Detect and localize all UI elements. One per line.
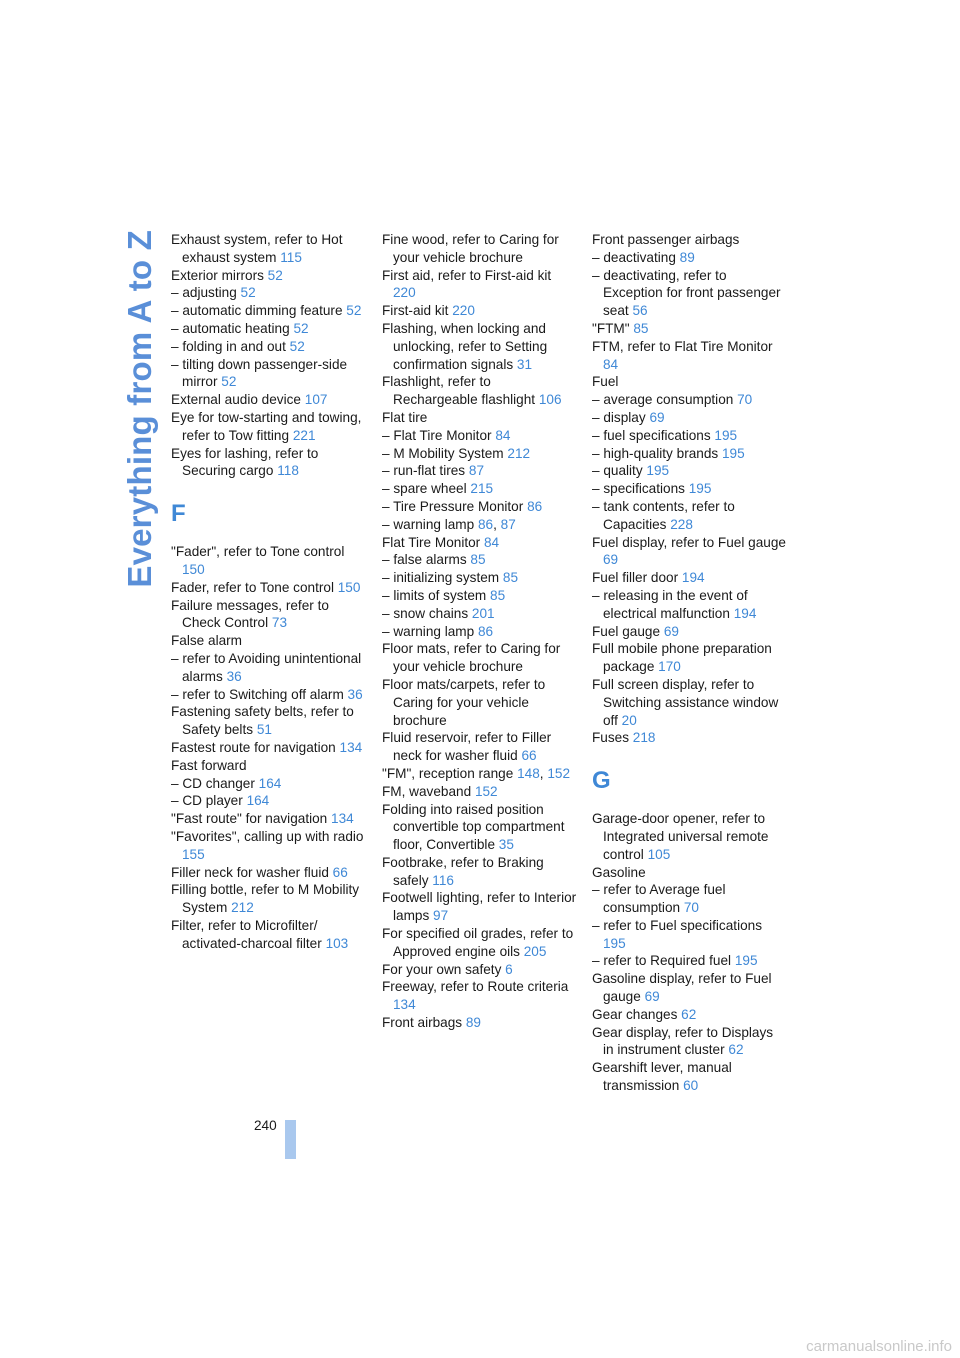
index-entry-text: Flat tire xyxy=(382,409,428,425)
index-entry xyxy=(592,534,787,570)
page-reference-link[interactable]: 56 xyxy=(632,303,648,319)
index-entry-text: – folding in and out xyxy=(171,338,290,354)
page-reference-link[interactable]: 69 xyxy=(644,989,660,1005)
index-entry xyxy=(382,320,577,373)
page-reference-link[interactable]: 69 xyxy=(649,409,665,425)
index-entry xyxy=(592,952,787,970)
index-entry xyxy=(171,650,366,686)
index-entry xyxy=(592,881,787,917)
index-entry xyxy=(171,881,366,917)
index-entry-text: – warning lamp xyxy=(382,623,478,639)
page-reference-link[interactable]: 87 xyxy=(500,516,516,532)
index-entry xyxy=(382,729,577,765)
index-entry-text: Front passenger airbags xyxy=(592,232,740,247)
index-entry-text: "Fast route" for navigation xyxy=(171,811,332,827)
index-entry-text: Freeway, refer to Route criteria xyxy=(382,979,569,995)
index-entry-text: "FM", reception range xyxy=(382,765,518,781)
page-reference-link[interactable]: 212 xyxy=(507,445,531,461)
page-reference-link[interactable]: 107 xyxy=(304,392,328,408)
page-reference-link[interactable]: 62 xyxy=(728,1042,744,1058)
index-entry-text: Flat Tire Monitor xyxy=(382,534,484,550)
page-reference-link[interactable]: 164 xyxy=(258,775,282,791)
index-entry-text: Fluid reservoir, refer to Filler neck for washer fluid xyxy=(382,730,552,764)
page-reference-link[interactable]: 215 xyxy=(470,481,494,497)
index-entry-text: – refer to Average fuel consumption xyxy=(592,882,726,916)
page-reference-link[interactable]: 70 xyxy=(683,900,699,916)
page-reference-link[interactable]: 148 xyxy=(517,765,540,781)
index-entry-text: "Fader", refer to Tone control xyxy=(171,544,345,560)
index-entry xyxy=(382,534,577,552)
index-entry-text: Gasoline xyxy=(592,864,646,880)
index-entry-text: Folding into raised position convertible top compartment floor, Convertible xyxy=(382,801,565,853)
page-number: 240 xyxy=(254,1118,277,1133)
page-reference-link[interactable]: 84 xyxy=(495,427,511,443)
page-reference-link[interactable]: 115 xyxy=(280,249,302,265)
index-entry xyxy=(382,783,577,801)
index-entry-text: – false alarms xyxy=(382,552,471,568)
index-entry-text: Full screen display, refer to Switching assistance window off xyxy=(592,676,779,728)
index-entry-text: – automatic dimming feature xyxy=(171,303,347,319)
index-entry xyxy=(171,302,366,320)
index-entry-text: First-aid kit xyxy=(382,303,453,319)
index-entry xyxy=(382,373,577,409)
index-entry-text: Fuel xyxy=(592,374,619,390)
page-reference-link[interactable]: 86 xyxy=(477,516,494,532)
page-reference-link[interactable]: 194 xyxy=(681,570,705,586)
page-reference-link[interactable]: 51 xyxy=(256,722,272,738)
page-reference-link[interactable]: 116 xyxy=(432,872,454,888)
index-entry xyxy=(592,810,787,863)
page-reference-link[interactable]: 62 xyxy=(681,1006,697,1022)
index-entry-text: – average consumption xyxy=(592,392,738,408)
index-entry-text: Failure messages, refer to Check Control xyxy=(171,597,329,631)
page-reference-link[interactable]: 52 xyxy=(267,267,283,283)
page-reference-link[interactable]: 134 xyxy=(339,739,363,755)
index-entry-text: Eye for tow-starting and towing, refer to Tow fitting xyxy=(171,409,362,443)
page-reference-link[interactable]: 134 xyxy=(393,997,416,1013)
index-entry xyxy=(382,267,577,303)
index-entry-text: – releasing in the event of electrical malfunction xyxy=(592,587,748,621)
page-reference-link[interactable]: 194 xyxy=(733,605,757,621)
index-entry xyxy=(382,1014,577,1032)
index-entry xyxy=(171,739,366,757)
index-entry xyxy=(382,427,577,445)
page-reference-link[interactable]: 220 xyxy=(452,303,475,319)
page-reference-link[interactable]: 150 xyxy=(182,561,205,577)
index-entry xyxy=(382,605,577,623)
index-entry xyxy=(592,864,787,882)
index-entry xyxy=(382,961,577,979)
page-reference-link[interactable]: 152 xyxy=(547,765,571,781)
index-entry xyxy=(382,801,577,854)
index-entry-text: Gear changes xyxy=(592,1006,682,1022)
index-entry-text: Flashlight, refer to Rechargeable flashlight xyxy=(382,374,539,408)
page-reference-link[interactable]: 86 xyxy=(477,623,494,639)
page-reference-link[interactable]: 69 xyxy=(663,623,679,639)
reference-separator: , xyxy=(493,516,501,532)
page-reference-link[interactable]: 195 xyxy=(734,953,758,969)
index-entry-text: Footbrake, refer to Braking safely xyxy=(382,854,544,888)
page-tab-bar xyxy=(285,1120,296,1159)
page-reference-link[interactable]: 195 xyxy=(721,445,745,461)
index-entry-text: Exhaust system, refer to Hot exhaust system xyxy=(171,232,343,265)
index-entry-text: Fastest route for navigation xyxy=(171,739,340,755)
index-entry xyxy=(592,917,787,953)
page-reference-link[interactable]: 195 xyxy=(688,481,712,497)
index-entry xyxy=(382,516,577,534)
index-entry xyxy=(592,970,787,1006)
index-entry-text: – CD changer xyxy=(171,775,259,791)
index-entry-text: – CD player xyxy=(171,793,247,809)
page-reference-link[interactable]: 6 xyxy=(505,961,513,977)
index-entry xyxy=(592,587,787,623)
index-entry-text: Footwell lighting, refer to Interior lamps xyxy=(382,890,577,924)
page-reference-link[interactable]: 97 xyxy=(433,908,449,924)
page-reference-link[interactable]: 66 xyxy=(332,864,348,880)
index-entry-text: Floor mats/carpets, refer to Caring for your vehicle brochure xyxy=(382,676,546,728)
index-entry-text: For your own safety xyxy=(382,961,506,977)
index-entry-text: Gearshift lever, manual transmission xyxy=(592,1060,732,1094)
index-entry-text: Fuel display, refer to Fuel gauge xyxy=(592,534,786,550)
index-entry xyxy=(592,498,787,534)
index-entry-text: – Tire Pressure Monitor xyxy=(382,498,528,514)
watermark: carmanualsonline.info xyxy=(806,1338,952,1355)
index-entry xyxy=(382,498,577,516)
index-entry-text: – refer to Switching off alarm xyxy=(171,686,348,702)
index-entry xyxy=(592,623,787,641)
index-entry xyxy=(592,391,787,409)
page-reference-link[interactable]: 60 xyxy=(683,1078,699,1094)
index-entry-text: – run-flat tires xyxy=(382,463,469,479)
index-entry-text: Garage-door opener, refer to Integrated universal remote control xyxy=(592,811,769,862)
index-entry xyxy=(171,597,366,633)
page-reference-link[interactable]: 152 xyxy=(474,783,498,799)
index-entry xyxy=(592,231,787,249)
index-entry-text: Full mobile phone preparation package xyxy=(592,641,772,675)
index-entry xyxy=(382,302,577,320)
index-entry-text: – Flat Tire Monitor xyxy=(382,427,496,443)
index-entry-text: – quality xyxy=(592,463,647,479)
page-reference-link[interactable]: 220 xyxy=(393,285,416,301)
index-entry xyxy=(171,338,366,356)
index-entry xyxy=(171,703,366,739)
index-entry xyxy=(592,267,787,320)
index-entry-text: "Favorites", calling up with radio xyxy=(171,828,364,844)
index-entry xyxy=(171,686,366,704)
index-entry-text: FTM, refer to Flat Tire Monitor xyxy=(592,338,773,354)
page-reference-link[interactable]: 106 xyxy=(538,392,562,408)
page-reference-link[interactable]: 228 xyxy=(670,516,693,532)
index-entry-text: Floor mats, refer to Caring for your vehicle brochure xyxy=(382,641,561,675)
index-entry-text: Fine wood, refer to Caring for your vehicle brochure xyxy=(382,232,559,265)
index-entry-text: Filter, refer to Microfilter/ activated-charcoal filter xyxy=(171,917,326,951)
index-entry xyxy=(382,231,577,267)
index-entry xyxy=(592,676,787,729)
index-entry xyxy=(592,320,787,338)
index-entry-text: Flashing, when locking and unlocking, refer to Setting confirmation signals xyxy=(382,320,548,372)
page-reference-link[interactable]: 201 xyxy=(471,605,495,621)
index-entry-text: Gear display, refer to Displays in instrument cluster xyxy=(592,1024,774,1058)
index-entry-text: – M Mobility System xyxy=(382,445,508,461)
index-entry xyxy=(592,249,787,267)
page-reference-link[interactable]: 52 xyxy=(289,338,305,354)
page-reference-link[interactable]: 221 xyxy=(292,427,316,443)
page-reference-link[interactable]: 118 xyxy=(277,463,299,479)
page-reference-link[interactable]: 105 xyxy=(647,846,671,862)
index-entry xyxy=(382,623,577,641)
page-reference-link[interactable]: 89 xyxy=(465,1015,481,1031)
index-entry xyxy=(382,676,577,729)
index-entry xyxy=(171,391,366,409)
index-entry xyxy=(382,462,577,480)
page-reference-link[interactable]: 73 xyxy=(271,615,288,631)
index-entry xyxy=(382,978,577,1014)
page-reference-link[interactable]: 155 xyxy=(182,846,205,862)
page-reference-link[interactable]: 52 xyxy=(240,285,256,301)
index-entry xyxy=(171,320,366,338)
index-entry xyxy=(592,640,787,676)
index-entry xyxy=(171,267,366,285)
index-entry-text: – deactivating, refer to Exception for front passenger seat xyxy=(592,267,781,319)
index-entry-text: – tank contents, refer to Capacities xyxy=(592,498,735,532)
page-reference-link[interactable]: 218 xyxy=(632,730,656,746)
index-entry-text: – deactivating xyxy=(592,249,680,265)
index-entry-text: – adjusting xyxy=(171,285,241,301)
index-entry-text: "FTM" xyxy=(592,320,634,336)
index-entry xyxy=(382,640,577,676)
index-entry-text: First aid, refer to First-aid kit xyxy=(382,267,552,283)
index-column-1 xyxy=(171,231,366,952)
index-entry xyxy=(171,864,366,882)
index-entry-text: – automatic heating xyxy=(171,320,294,336)
index-entry-text: Fastening safety belts, refer to Safety belts xyxy=(171,704,354,738)
index-entry-text: Exterior mirrors xyxy=(171,267,268,283)
index-column-2 xyxy=(382,231,577,1032)
index-entry-text: – limits of system xyxy=(382,587,491,603)
page-reference-link[interactable]: 87 xyxy=(468,463,485,479)
page-reference-link[interactable]: 84 xyxy=(603,356,619,372)
index-entry xyxy=(171,792,366,810)
page-reference-link[interactable]: 195 xyxy=(603,935,626,951)
index-entry-text: FM, waveband xyxy=(382,783,475,799)
page-reference-link[interactable]: 195 xyxy=(646,463,670,479)
index-entry-text: Eyes for lashing, refer to Securing cargo xyxy=(171,445,319,479)
index-entry xyxy=(171,775,366,793)
index-entry xyxy=(592,1059,787,1095)
page-reference-link[interactable]: 31 xyxy=(516,356,533,372)
index-entry xyxy=(171,579,366,597)
index-entry xyxy=(592,569,787,587)
section-title: Everything from A to Z xyxy=(121,230,158,588)
index-entry xyxy=(382,765,577,783)
page-reference-link[interactable]: 20 xyxy=(621,712,637,728)
index-entry xyxy=(171,409,366,445)
index-entry xyxy=(592,373,787,391)
page-reference-link[interactable]: 70 xyxy=(737,392,753,408)
index-entry xyxy=(382,925,577,961)
page-reference-link[interactable]: 170 xyxy=(658,659,681,675)
index-entry-text: – initializing system xyxy=(382,570,503,586)
index-entry xyxy=(592,480,787,498)
page-reference-link[interactable]: 52 xyxy=(346,303,362,319)
index-letter-heading: G xyxy=(592,767,611,795)
index-entry-text: Filler neck for washer fluid xyxy=(171,864,333,880)
index-entry xyxy=(382,445,577,463)
index-entry-text: – spare wheel xyxy=(382,481,471,497)
page-reference-link[interactable]: 36 xyxy=(347,686,363,702)
index-entry-text: – snow chains xyxy=(382,605,472,621)
index-entry-text: For specified oil grades, refer to Approved engine oils xyxy=(382,926,574,959)
index-entry xyxy=(592,409,787,427)
page-reference-link[interactable]: 69 xyxy=(603,552,619,568)
index-entry xyxy=(382,889,577,925)
page-reference-link[interactable]: 52 xyxy=(221,374,237,390)
page-reference-link[interactable]: 85 xyxy=(470,552,486,568)
page-reference-link[interactable]: 66 xyxy=(521,748,537,764)
index-entry-text: – warning lamp xyxy=(382,516,478,532)
index-entry-text: – tilting down passenger-side mirror xyxy=(171,356,348,390)
index-entry xyxy=(382,551,577,569)
index-entry xyxy=(592,729,787,747)
page-reference-link[interactable]: 89 xyxy=(679,249,695,265)
index-entry xyxy=(171,356,366,392)
index-entry xyxy=(592,427,787,445)
index-entry xyxy=(592,1024,787,1060)
page-reference-link[interactable]: 195 xyxy=(714,427,738,443)
index-entry xyxy=(382,854,577,890)
index-entry-text: False alarm xyxy=(171,633,243,649)
page-reference-link[interactable]: 134 xyxy=(331,811,354,827)
index-entry-text: Gasoline display, refer to Fuel gauge xyxy=(592,971,772,1005)
index-entry-text: Fuel gauge xyxy=(592,623,664,639)
page-reference-link[interactable]: 85 xyxy=(633,320,649,336)
index-column-3 xyxy=(592,231,787,1095)
index-entry xyxy=(382,409,577,427)
index-entry xyxy=(592,445,787,463)
index-entry xyxy=(171,810,366,828)
index-entry xyxy=(171,917,366,953)
index-entry-text: Fuel filler door xyxy=(592,570,682,586)
index-entry xyxy=(382,569,577,587)
index-entry-text: Fuses xyxy=(592,730,633,746)
page-reference-link[interactable]: 36 xyxy=(226,668,242,684)
index-entry xyxy=(171,543,366,579)
page-reference-link[interactable]: 164 xyxy=(246,793,270,809)
page-reference-link[interactable]: 205 xyxy=(523,943,547,959)
index-entry-text: – refer to Avoiding unintentional alarms xyxy=(171,650,362,684)
page-reference-link[interactable]: 35 xyxy=(498,837,514,853)
page-reference-link[interactable]: 85 xyxy=(502,570,519,586)
index-entry-text: – display xyxy=(592,409,650,425)
index-entry xyxy=(171,632,366,650)
index-entry-text: – refer to Fuel specifications xyxy=(592,917,763,933)
reference-separator: , xyxy=(539,765,548,781)
index-entry xyxy=(171,231,366,267)
index-entry-text: Filling bottle, refer to M Mobility System xyxy=(171,882,360,916)
page-reference-link[interactable]: 84 xyxy=(483,534,500,550)
index-entry-text: – refer to Required fuel xyxy=(592,953,735,969)
index-entry-text: External audio device xyxy=(171,392,305,408)
index-entry xyxy=(592,462,787,480)
page-reference-link[interactable]: 150 xyxy=(337,579,361,595)
page-reference-link[interactable]: 86 xyxy=(527,498,543,514)
index-entry-text: – specifications xyxy=(592,481,689,497)
index-entry xyxy=(171,284,366,302)
index-entry xyxy=(171,757,366,775)
index-entry-text: Front airbags xyxy=(382,1015,466,1031)
index-entry-text: – fuel specifications xyxy=(592,427,715,443)
index-entry xyxy=(171,828,366,864)
index-entry xyxy=(171,445,366,481)
index-entry xyxy=(592,338,787,374)
index-entry-text: Fast forward xyxy=(171,757,247,773)
page-reference-link[interactable]: 103 xyxy=(325,935,349,951)
index-entry xyxy=(382,480,577,498)
index-letter-heading: F xyxy=(171,500,186,528)
page-reference-link[interactable]: 52 xyxy=(293,320,309,336)
page-reference-link[interactable]: 85 xyxy=(490,587,506,603)
index-entry xyxy=(382,587,577,605)
page-reference-link[interactable]: 212 xyxy=(231,900,254,916)
index-entry-text: Fader, refer to Tone control xyxy=(171,579,338,595)
index-entry xyxy=(592,1006,787,1024)
index-entry-text: – high-quality brands xyxy=(592,445,722,461)
